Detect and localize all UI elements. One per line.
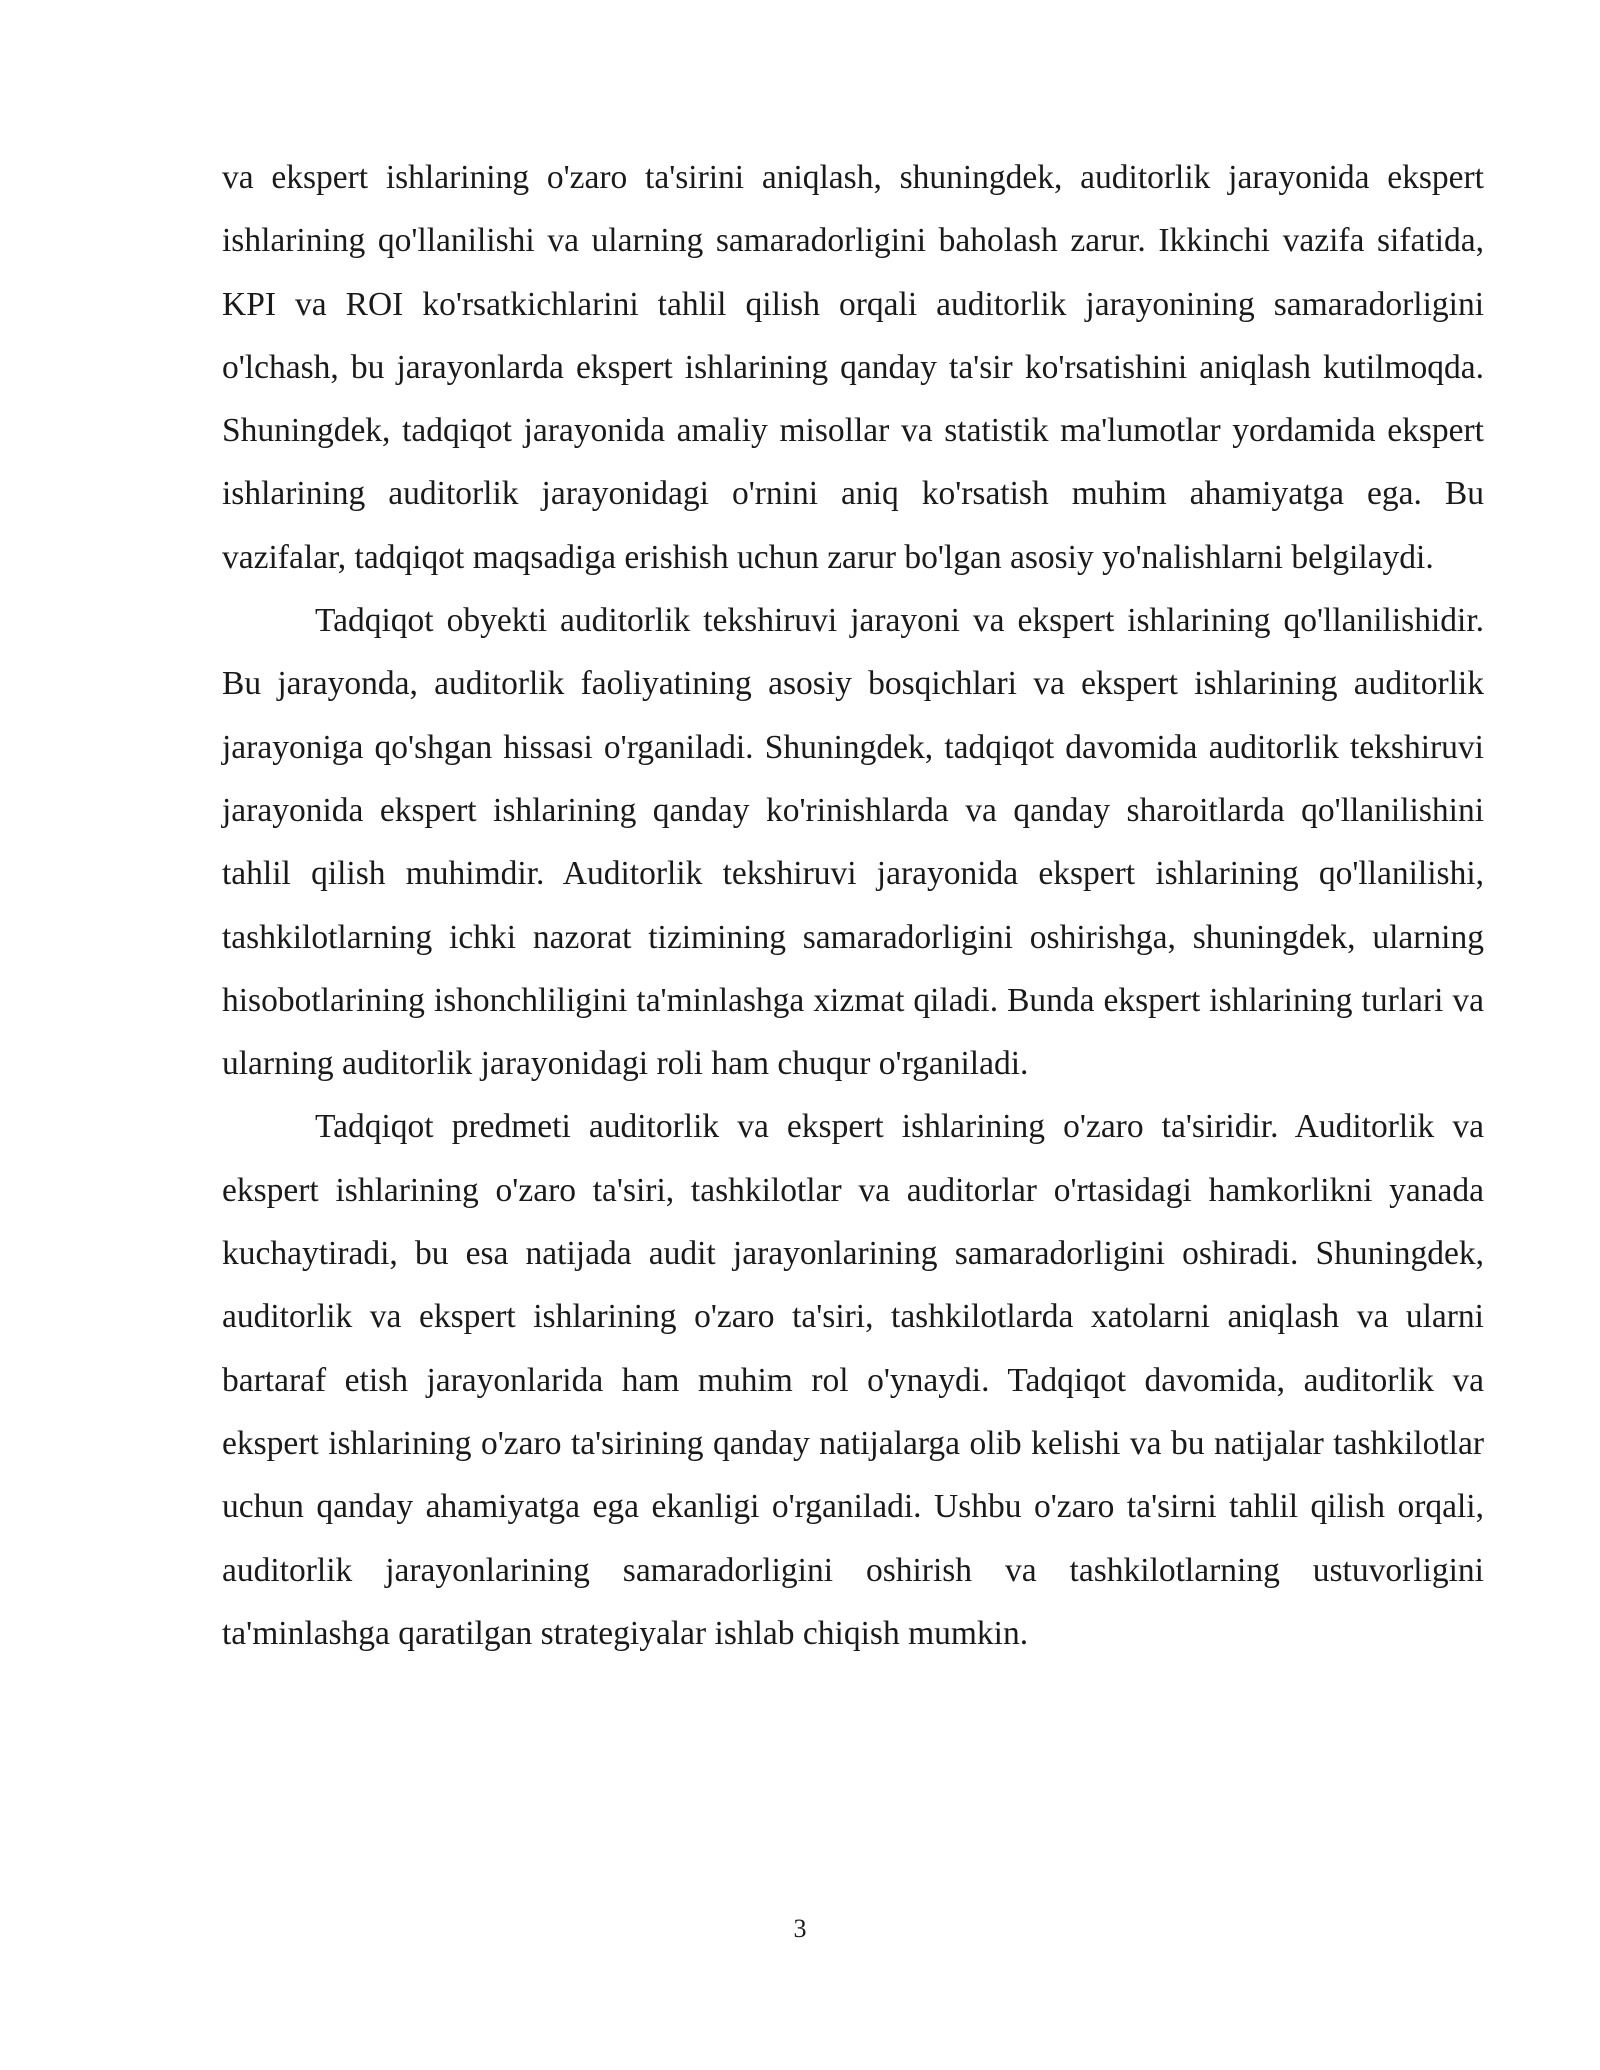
document-body [222,146,1484,1665]
page-number: 3 [793,1914,807,1943]
paragraph-research-subject: Tadqiqot predmeti auditorlik va ekspert ishlarining o'zaro ta'siridir. Auditorlik va ekspert ishlarining o'zaro ta'siri, tashkilotlar va auditorlar o'rtasidagi hamkorlikni yanada kuchaytiradi, bu esa natijada audit jarayonlarining samaradorligini oshiradi. Shuningdek, auditorlik va ekspert ishlarining o'zaro ta'siri, tashkilotlarda xatolarni aniqlash va ularni bartaraf etish jarayonlarida ham muhim rol o'ynaydi. Tadqiqot davomida, auditorlik va ekspert ishlarining o'zaro ta'sirining qanday natijalarga olib kelishi va bu natijalar tashkilotlar uchun qanday ahamiyatga ega ekanligi o'rganiladi. Ushbu o'zaro ta'sirni tahlil qilish orqali, auditorlik jarayonlarining samaradorligini oshirish va tashkilotlarning ustuvorligini ta'minlashga qaratilgan strategiyalar ishlab chiqish mumkin. [222,1108,1484,1652]
paragraph-research-object: Tadqiqot obyekti auditorlik tekshiruvi jarayoni va ekspert ishlarining qo'llanilishidir. Bu jarayonda, auditorlik faoliyatining asosiy bosqichlari va ekspert ishlarining auditorlik jarayoniga qo'shgan hissasi o'rganiladi. Shuningdek, tadqiqot davomida auditorlik tekshiruvi jarayonida ekspert ishlarining qanday ko'rinishlarda va qanday sharoitlarda qo'llanilishini tahlil qilish muhimdir. Auditorlik tekshiruvi jarayonida ekspert ishlarining qo'llanilishi, tashkilotlarning ichki nazorat tizimining samaradorligini oshirishga, shuningdek, ularning hisobotlarining ishonchliligini ta'minlashga xizmat qiladi. Bunda ekspert ishlarining turlari va ularning auditorlik jarayonidagi roli ham chuqur o'rganiladi. [222,602,1484,1083]
paragraph-continued: va ekspert ishlarining o'zaro ta'sirini aniqlash, shuningdek, auditorlik jarayonida ekspert ishlarining qo'llanilishi va ularning samaradorligini baholash zarur. Ikkinchi vazifa sifatida, KPI va ROI ko'rsatkichlarini tahlil qilish orqali auditorlik jarayonining samaradorligini o'lchash, bu jarayonlarda ekspert ishlarining qanday ta'sir ko'rsatishini aniqlash kutilmoqda. Shuningdek, tadqiqot jarayonida amaliy misollar va statistik ma'lumotlar yordamida ekspert ishlarining auditorlik jarayonidagi o'rnini aniq ko'rsatish muhim ahamiyatga ega. Bu vazifalar, tadqiqot maqsadiga erishish uchun zarur bo'lgan asosiy yo'nalishlarni belgilaydi. [222,159,1484,576]
